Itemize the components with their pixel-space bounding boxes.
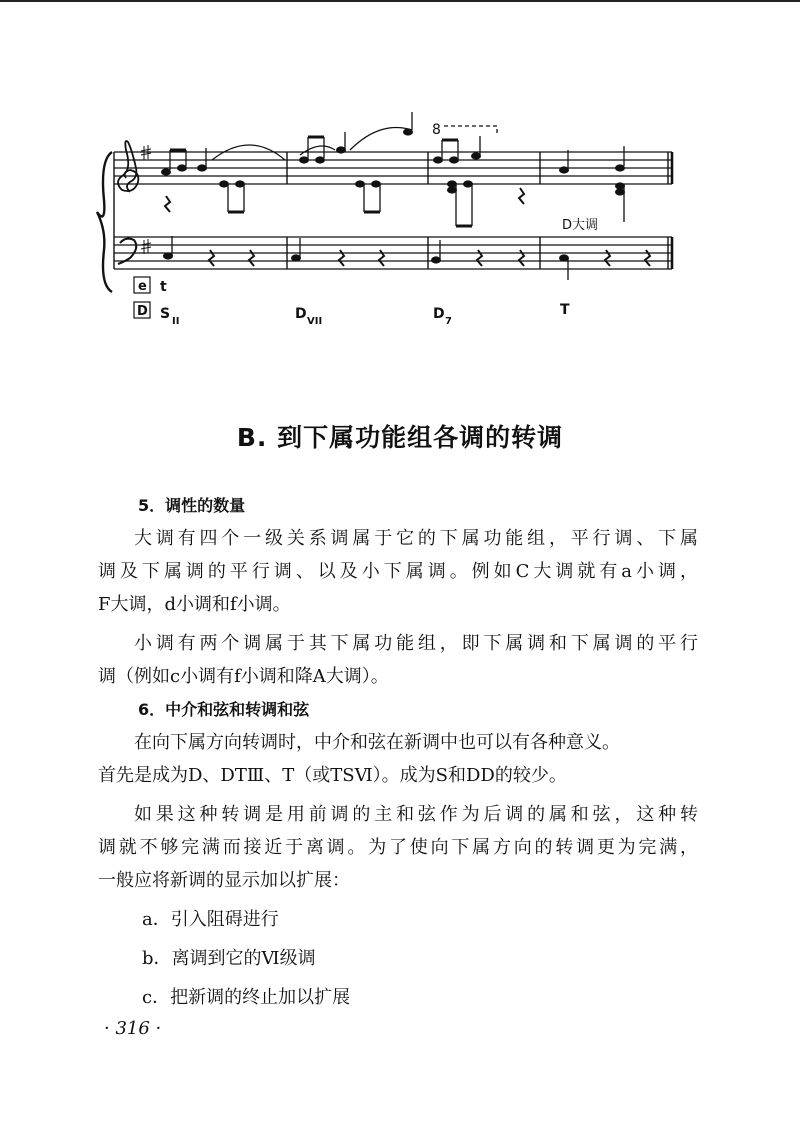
bass-staff bbox=[114, 237, 672, 269]
function-d-2-sub: 7 bbox=[445, 316, 452, 327]
bass-clef bbox=[118, 239, 136, 264]
list-item-c: c．把新调的终止加以扩展 bbox=[142, 987, 351, 1008]
paragraph-1-line-3: F大调，d小调和f小调。 bbox=[98, 594, 291, 615]
bass-stems bbox=[172, 236, 568, 280]
paragraph-1-line-1: 大调有四个一级关系调属于它的下属功能组，平行调、下属 bbox=[134, 528, 698, 549]
paragraph-4-line-1: 如果这种转调是用前调的主和弦作为后调的属和弦，这种转 bbox=[134, 804, 698, 825]
treble-stems bbox=[170, 112, 624, 170]
system-brace bbox=[97, 152, 112, 292]
body-text bbox=[98, 489, 698, 1014]
function-e-0: t bbox=[160, 279, 167, 295]
paragraph-2-line-2: 调（例如c小调有f小调和降A大调）。 bbox=[98, 666, 389, 687]
paragraph-3-line-1: 在向下属方向转调时，中介和弦在新调中也可以有各种意义。 bbox=[134, 732, 620, 753]
subheading-5: 5．调性的数量 bbox=[138, 496, 246, 515]
key-annotation: D大调 bbox=[562, 218, 599, 233]
slur bbox=[350, 128, 412, 151]
function-d-3-base: T bbox=[560, 302, 570, 318]
paragraph-1-line-2: 调及下属调的平行调、以及小下属调。例如C大调就有a小调， bbox=[98, 561, 698, 582]
octave-mark: 8 bbox=[432, 122, 441, 138]
list-item-b: b．离调到它的Ⅵ级调 bbox=[142, 948, 316, 969]
key-label-d: D bbox=[137, 304, 148, 319]
function-d-0-base: S bbox=[160, 306, 171, 322]
key-label-e: e bbox=[138, 279, 147, 294]
section-title: B. 到下属功能组各调的转调 bbox=[236, 423, 564, 452]
function-d-1-base: D bbox=[295, 306, 307, 322]
paragraph-3-line-2: 首先是成为D、DTⅢ、T（或TSⅥ）。成为S和DD的较少。 bbox=[98, 765, 567, 786]
list-item-a: a．引入阻碍进行 bbox=[142, 909, 279, 930]
paragraph-4-line-2: 调就不够完满而接近于离调。为了使向下属方向的转调更为完满， bbox=[98, 837, 698, 858]
music-score bbox=[0, 0, 800, 345]
function-d-1-sub: VII bbox=[307, 316, 323, 327]
paragraph-4-line-3: 一般应将新调的显示加以扩展： bbox=[98, 870, 350, 891]
function-d-0-sub: II bbox=[172, 316, 180, 327]
slur bbox=[300, 146, 335, 155]
page-number: · 316 · bbox=[104, 1018, 162, 1039]
subheading-6: 6．中介和弦和转调和弦 bbox=[138, 700, 310, 719]
octave-line bbox=[444, 126, 497, 134]
paragraph-2-line-1: 小调有两个调属于其下属功能组，即下属调和下属调的平行 bbox=[134, 633, 698, 654]
function-d-2-base: D bbox=[433, 306, 445, 322]
